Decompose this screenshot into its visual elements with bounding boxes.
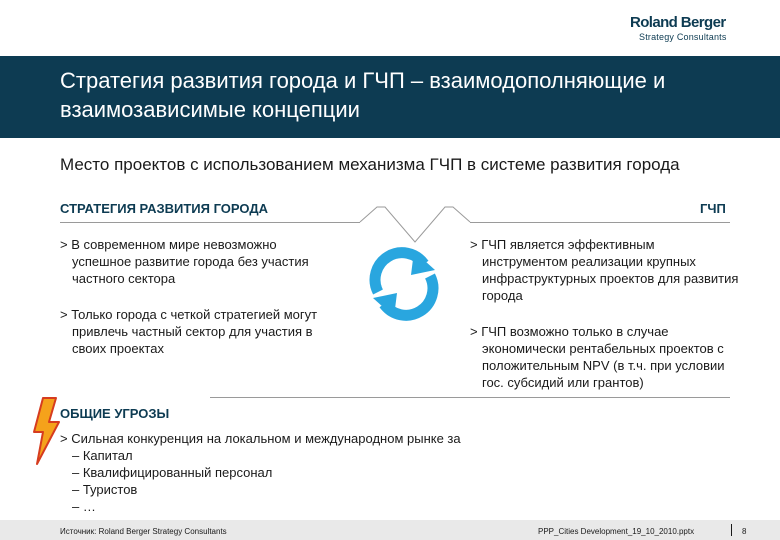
- page-number: 8: [742, 527, 747, 536]
- ppp-bullet-2: > ГЧП возможно только в случае экономически рентабельных проектов с положительным NPV (в т.ч. при условии гос. субсидий или грантов): [470, 324, 725, 390]
- threats-list: [60, 430, 560, 515]
- footer-separator: [731, 524, 732, 536]
- lightning-bolt-icon: [30, 396, 62, 466]
- strategy-bullet-1: > В современном мире невозможно успешное развитие города без участия частного сектора: [60, 237, 309, 286]
- chevron-connector: [355, 202, 480, 246]
- title-band: [0, 56, 780, 138]
- threats-subitem: – Квалифицированный персонал: [72, 465, 273, 480]
- strategy-heading: СТРАТЕГИЯ РАЗВИТИЯ ГОРОДА: [60, 201, 268, 216]
- source-note: Источник: Roland Berger Strategy Consultants: [60, 527, 227, 536]
- ppp-heading: ГЧП: [700, 201, 726, 216]
- ppp-bullet-1: > ГЧП является эффективным инструментом реализации крупных инфраструктурных проектов для развития города: [470, 237, 739, 303]
- slide-subtitle: Место проектов с использованием механизма ГЧП в системе развития города: [60, 155, 680, 174]
- company-logo-subtitle: Strategy Consultants: [639, 32, 727, 42]
- ppp-bullets: [470, 236, 740, 391]
- threats-heading: ОБЩИЕ УГРОЗЫ: [60, 406, 170, 421]
- company-logo-name: Roland Berger: [630, 14, 726, 31]
- threats-subitem: – Туристов: [72, 482, 138, 497]
- left-divider-line: [60, 222, 360, 223]
- threats-divider-line: [210, 397, 730, 398]
- slide-title: Стратегия развития города и ГЧП – взаимодополняющие и взаимозависимые концепции: [60, 68, 666, 122]
- threats-subitem: – …: [72, 499, 96, 514]
- cycle-arrows-icon: [364, 244, 444, 324]
- threats-subitem: – Капитал: [72, 448, 133, 463]
- right-divider-line: [470, 222, 730, 223]
- threats-main-item: > Сильная конкуренция на локальном и международном рынке за: [60, 431, 461, 446]
- strategy-bullets: [60, 236, 328, 357]
- file-name: PPP_Cities Development_19_10_2010.pptx: [538, 527, 695, 536]
- strategy-bullet-2: > Только города с четкой стратегией могут привлечь частный сектор для участия в своих проектах: [60, 307, 318, 356]
